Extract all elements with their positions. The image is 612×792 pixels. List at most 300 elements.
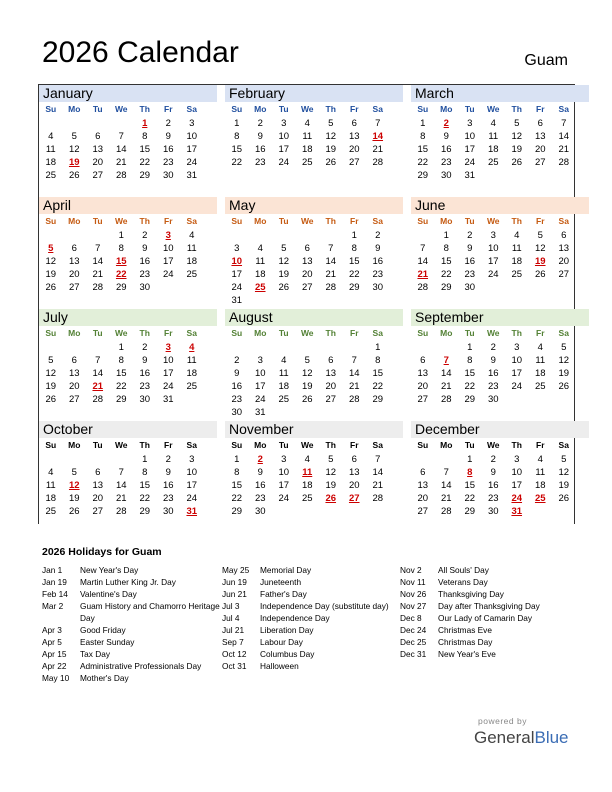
day-cell: 4: [304, 454, 310, 465]
day-cell: 30: [487, 394, 499, 405]
day-cell: 26: [45, 282, 57, 293]
day-cell: 1: [118, 342, 124, 353]
day-cell: 25: [487, 157, 499, 168]
holiday-day-cell: 2: [443, 118, 449, 129]
generalblue-logo: [474, 728, 569, 748]
weekday-header: [225, 102, 403, 117]
week-row: [411, 255, 589, 268]
day-cell: 7: [118, 131, 124, 142]
day-cell: 1: [375, 342, 381, 353]
holiday-item: [42, 588, 222, 600]
day-cell: 19: [278, 269, 290, 280]
weekday-label: We: [114, 440, 128, 450]
week-row: [411, 143, 589, 156]
week-row: [411, 354, 589, 367]
week-row: [39, 354, 217, 367]
weekday-label: Su: [417, 216, 429, 226]
holiday-name: Veterans Day: [438, 577, 488, 587]
day-cell: 23: [139, 269, 151, 280]
day-cell: 11: [511, 243, 522, 254]
day-cell: 24: [186, 493, 198, 504]
day-cell: 4: [537, 342, 543, 353]
day-cell: 9: [467, 243, 473, 254]
day-cell: 21: [558, 144, 570, 155]
day-cell: 27: [68, 282, 80, 293]
day-cell: 10: [186, 131, 198, 142]
day-cell: 10: [254, 368, 266, 379]
day-cell: 4: [48, 467, 54, 478]
day-cell: 28: [115, 170, 127, 181]
day-cell: 13: [348, 131, 360, 142]
holiday-date: May 10: [42, 673, 70, 683]
holiday-name: All Souls' Day: [438, 565, 489, 575]
holiday-day-cell: 31: [186, 506, 198, 517]
day-cell: 29: [115, 282, 127, 293]
day-cell: 21: [115, 493, 127, 504]
holiday-name: Independence Day (substitute day): [260, 601, 389, 611]
holiday-date: Apr 5: [42, 637, 62, 647]
holiday-date: Dec 31: [400, 649, 427, 659]
day-cell: [296, 505, 320, 518]
day-cell: 17: [511, 480, 523, 491]
day-cell: [110, 453, 134, 466]
month-august: [225, 309, 403, 421]
day-cell: [482, 169, 506, 182]
day-cell: 8: [443, 243, 449, 254]
day-cell: 26: [301, 394, 313, 405]
day-cell: 14: [440, 368, 452, 379]
month-name: October: [39, 421, 217, 438]
day-cell: 3: [281, 454, 287, 465]
week-row: [39, 367, 217, 380]
day-cell: 20: [348, 144, 360, 155]
weekday-label: Su: [45, 440, 57, 450]
week-row: [411, 466, 589, 479]
day-cell: 14: [348, 368, 360, 379]
holiday-date: Feb 14: [42, 589, 68, 599]
holiday-day-cell: 1: [142, 118, 148, 129]
weekday-label: Th: [139, 328, 150, 338]
day-cell: 29: [372, 394, 384, 405]
month-february: [225, 85, 403, 197]
day-cell: [86, 341, 110, 354]
weekday-header: [411, 438, 589, 453]
holiday-date: Dec 25: [400, 637, 427, 647]
day-cell: 9: [443, 131, 449, 142]
day-cell: 2: [165, 454, 171, 465]
day-cell: 22: [464, 493, 476, 504]
day-cell: 20: [92, 157, 104, 168]
day-cell: 24: [231, 282, 243, 293]
month-name: June: [411, 197, 589, 214]
day-cell: 23: [139, 381, 151, 392]
month-december: [411, 421, 589, 533]
holiday-item: [400, 564, 580, 576]
week-row: [225, 281, 403, 294]
weekday-label: Tu: [278, 216, 289, 226]
holiday-date: Apr 15: [42, 649, 67, 659]
day-cell: 25: [511, 269, 523, 280]
holiday-day-cell: 4: [189, 342, 195, 353]
holiday-item: [42, 576, 222, 588]
holiday-item: [400, 636, 580, 648]
day-cell: 12: [325, 467, 337, 478]
holiday-name: Independence Day: [260, 613, 330, 623]
holiday-name: Thanksgiving Day: [438, 589, 504, 599]
holiday-name: Guam History and Chamorro Heritage Day: [80, 601, 220, 623]
day-cell: 21: [440, 493, 452, 504]
day-cell: 30: [372, 282, 384, 293]
week-row: [225, 268, 403, 281]
day-cell: 27: [417, 506, 429, 517]
holiday-date: Jul 4: [222, 613, 240, 623]
weekday-header: [39, 102, 217, 117]
weekday-label: Fr: [164, 216, 173, 226]
month-june: [411, 197, 589, 309]
weekday-label: Th: [511, 328, 522, 338]
day-cell: [552, 169, 576, 182]
weekday-label: Tu: [92, 328, 103, 338]
day-cell: 16: [487, 480, 499, 491]
holiday-date: Jun 19: [222, 577, 247, 587]
month-name: August: [225, 309, 403, 326]
day-cell: 13: [558, 243, 570, 254]
month-name: December: [411, 421, 589, 438]
holiday-date: Sep 7: [222, 637, 244, 647]
day-cell: [86, 229, 110, 242]
day-cell: 12: [45, 256, 57, 267]
day-cell: 4: [304, 118, 310, 129]
day-cell: 7: [328, 243, 334, 254]
day-cell: 29: [139, 506, 151, 517]
holiday-day-cell: 3: [165, 342, 171, 353]
day-cell: 17: [278, 144, 290, 155]
day-cell: [272, 229, 296, 242]
day-cell: 8: [118, 243, 124, 254]
day-cell: 14: [372, 467, 384, 478]
day-cell: 11: [45, 144, 56, 155]
holiday-day-cell: 8: [467, 467, 473, 478]
weekday-label: Sa: [372, 104, 383, 114]
weekday-label: Th: [325, 216, 336, 226]
weekday-label: Tu: [464, 328, 475, 338]
day-cell: 25: [534, 381, 546, 392]
day-cell: [343, 294, 367, 307]
day-cell: 6: [95, 467, 101, 478]
day-cell: 10: [162, 243, 174, 254]
day-cell: 21: [325, 269, 337, 280]
day-cell: 19: [301, 381, 313, 392]
weekday-label: Sa: [558, 104, 569, 114]
day-cell: [505, 393, 529, 406]
day-cell: 11: [278, 368, 289, 379]
month-name: April: [39, 197, 217, 214]
day-cell: 13: [68, 256, 80, 267]
day-cell: 7: [443, 467, 449, 478]
day-cell: [86, 453, 110, 466]
day-cell: 6: [328, 355, 334, 366]
weekday-header: [225, 326, 403, 341]
weekday-label: Mo: [440, 216, 453, 226]
week-row: [225, 156, 403, 169]
day-cell: 1: [467, 342, 473, 353]
month-name: March: [411, 85, 589, 102]
weekday-label: Su: [231, 104, 243, 114]
holiday-date: Oct 12: [222, 649, 247, 659]
day-cell: [296, 341, 320, 354]
holiday-day-cell: 12: [68, 480, 80, 491]
day-cell: 7: [95, 243, 101, 254]
week-row: [411, 268, 589, 281]
day-cell: 23: [254, 493, 266, 504]
day-cell: 12: [558, 467, 570, 478]
day-cell: 23: [487, 493, 499, 504]
day-cell: [249, 341, 273, 354]
day-cell: 9: [234, 368, 240, 379]
day-cell: 1: [443, 230, 449, 241]
day-cell: 5: [561, 454, 567, 465]
day-cell: 7: [95, 355, 101, 366]
day-cell: 2: [142, 342, 148, 353]
holiday-item: [42, 648, 222, 660]
day-cell: 30: [162, 506, 174, 517]
day-cell: 30: [487, 506, 499, 517]
day-cell: 10: [511, 467, 523, 478]
month-name: February: [225, 85, 403, 102]
week-row: [411, 169, 589, 182]
day-cell: 3: [189, 454, 195, 465]
day-cell: 23: [231, 394, 243, 405]
day-cell: 8: [118, 355, 124, 366]
day-cell: 1: [351, 230, 357, 241]
day-cell: 23: [254, 157, 266, 168]
weekday-label: We: [300, 104, 314, 114]
day-cell: 16: [139, 368, 151, 379]
day-cell: 27: [348, 157, 360, 168]
day-cell: 24: [278, 157, 290, 168]
weekday-label: We: [486, 440, 500, 450]
day-cell: 14: [558, 131, 570, 142]
month-name: July: [39, 309, 217, 326]
day-cell: 9: [165, 131, 171, 142]
day-cell: 17: [162, 256, 174, 267]
day-cell: 11: [535, 355, 546, 366]
holiday-list: [42, 546, 582, 683]
day-cell: 27: [534, 157, 546, 168]
holiday-name: Christmas Day: [438, 637, 493, 647]
holiday-date: Apr 3: [42, 625, 62, 635]
holiday-day-cell: 21: [417, 269, 429, 280]
week-row: [411, 367, 589, 380]
day-cell: [435, 453, 459, 466]
day-cell: 23: [464, 269, 476, 280]
weekday-label: We: [114, 328, 128, 338]
day-cell: [366, 294, 390, 307]
day-cell: 24: [487, 269, 499, 280]
holiday-name: Mother's Day: [80, 673, 129, 683]
week-row: [39, 156, 217, 169]
day-cell: 13: [417, 480, 429, 491]
day-cell: 16: [231, 381, 243, 392]
holiday-name: Memorial Day: [260, 565, 312, 575]
day-cell: 3: [189, 118, 195, 129]
weekday-label: Th: [325, 328, 336, 338]
day-cell: 23: [487, 381, 499, 392]
week-row: [39, 380, 217, 393]
holiday-name: Administrative Professionals Day: [80, 661, 202, 671]
day-cell: 22: [231, 493, 243, 504]
day-cell: 28: [558, 157, 570, 168]
day-cell: 17: [231, 269, 243, 280]
day-cell: 23: [162, 157, 174, 168]
holiday-item: [42, 636, 222, 648]
weekday-label: Su: [417, 328, 429, 338]
holiday-name: Tax Day: [80, 649, 110, 659]
day-cell: 26: [325, 157, 337, 168]
day-cell: [249, 294, 273, 307]
holiday-day-cell: 11: [302, 467, 313, 478]
day-cell: 29: [440, 282, 452, 293]
day-cell: 4: [257, 243, 263, 254]
day-cell: [319, 294, 343, 307]
day-cell: 7: [375, 118, 381, 129]
day-cell: [180, 281, 204, 294]
day-cell: 27: [92, 170, 104, 181]
day-cell: [249, 229, 273, 242]
holiday-column-3: [400, 564, 580, 660]
holiday-date: Jan 1: [42, 565, 63, 575]
month-name: September: [411, 309, 589, 326]
day-cell: 28: [417, 282, 429, 293]
weekday-header: [39, 214, 217, 229]
day-cell: 30: [139, 394, 151, 405]
day-cell: 17: [464, 144, 476, 155]
weekday-label: Mo: [68, 328, 81, 338]
weekday-label: Sa: [186, 104, 197, 114]
month-may: [225, 197, 403, 309]
day-cell: 30: [231, 407, 243, 418]
day-cell: 27: [325, 394, 337, 405]
day-cell: 23: [372, 269, 384, 280]
day-cell: 7: [561, 118, 567, 129]
day-cell: [319, 341, 343, 354]
day-cell: 16: [254, 144, 266, 155]
day-cell: [529, 281, 553, 294]
day-cell: 9: [257, 131, 263, 142]
day-cell: 19: [325, 480, 337, 491]
day-cell: 27: [417, 394, 429, 405]
holiday-name: Christmas Eve: [438, 625, 492, 635]
weekday-label: Th: [511, 440, 522, 450]
day-cell: 4: [490, 118, 496, 129]
holiday-name: Columbus Day: [260, 649, 315, 659]
day-cell: 18: [254, 269, 266, 280]
weekday-header: [411, 326, 589, 341]
holiday-date: Nov 11: [400, 577, 426, 587]
holiday-item: [222, 612, 402, 624]
week-row: [225, 294, 403, 307]
week-row: [411, 242, 589, 255]
day-cell: 29: [464, 506, 476, 517]
day-cell: 11: [302, 131, 313, 142]
weekday-label: Th: [139, 216, 150, 226]
day-cell: 5: [328, 454, 334, 465]
week-row: [39, 341, 217, 354]
holiday-name: New Year's Eve: [438, 649, 496, 659]
weekday-label: Fr: [350, 440, 359, 450]
day-cell: 28: [372, 493, 384, 504]
day-cell: 4: [514, 230, 520, 241]
week-row: [39, 466, 217, 479]
weekday-label: Su: [417, 440, 429, 450]
week-row: [411, 341, 589, 354]
day-cell: [63, 341, 87, 354]
day-cell: 5: [514, 118, 520, 129]
day-cell: 11: [255, 256, 266, 267]
day-cell: 5: [561, 342, 567, 353]
holiday-item: [222, 648, 402, 660]
day-cell: 28: [440, 506, 452, 517]
day-cell: 5: [71, 467, 77, 478]
week-row: [39, 393, 217, 406]
weekday-label: Fr: [164, 328, 173, 338]
day-cell: [39, 453, 63, 466]
week-row: [411, 479, 589, 492]
day-cell: 15: [139, 144, 151, 155]
week-row: [39, 453, 217, 466]
day-cell: 20: [68, 269, 80, 280]
week-row: [411, 453, 589, 466]
day-cell: 3: [234, 243, 240, 254]
day-cell: 18: [186, 256, 198, 267]
day-cell: 28: [348, 394, 360, 405]
day-cell: 28: [325, 282, 337, 293]
country-label: Guam: [524, 52, 568, 69]
holiday-name: Liberation Day: [260, 625, 314, 635]
day-cell: 2: [257, 118, 263, 129]
week-row: [39, 492, 217, 505]
day-cell: 5: [48, 355, 54, 366]
day-cell: 7: [351, 355, 357, 366]
holiday-date: Mar 2: [42, 601, 64, 611]
week-row: [225, 406, 403, 419]
day-cell: 19: [511, 144, 523, 155]
day-cell: [343, 341, 367, 354]
day-cell: 11: [186, 355, 197, 366]
weekday-label: Tu: [464, 216, 475, 226]
weekday-label: Tu: [464, 440, 475, 450]
day-cell: 6: [420, 355, 426, 366]
day-cell: 1: [234, 454, 240, 465]
day-cell: 18: [511, 256, 523, 267]
day-cell: 19: [558, 480, 570, 491]
day-cell: 26: [534, 269, 546, 280]
day-cell: 24: [464, 157, 476, 168]
month-april: [39, 197, 217, 309]
day-cell: 22: [115, 381, 127, 392]
day-cell: 28: [115, 506, 127, 517]
weekday-header: [225, 214, 403, 229]
holiday-item: [222, 624, 402, 636]
day-cell: 18: [186, 368, 198, 379]
weekday-label: We: [486, 328, 500, 338]
day-cell: 27: [558, 269, 570, 280]
day-cell: 21: [372, 480, 384, 491]
day-cell: 14: [325, 256, 337, 267]
holiday-day-cell: 21: [92, 381, 104, 392]
day-cell: [110, 117, 134, 130]
day-cell: 13: [348, 467, 360, 478]
